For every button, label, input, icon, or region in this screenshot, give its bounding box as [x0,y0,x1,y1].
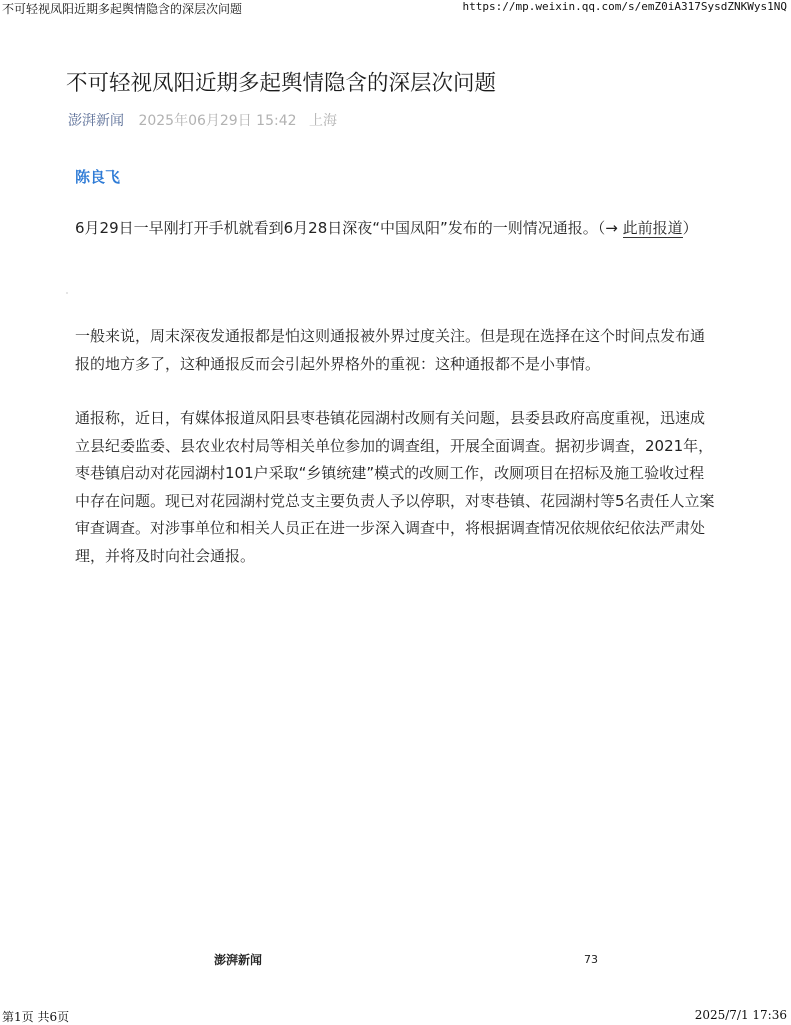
print-header-title: 不可轻视凤阳近期多起舆情隐含的深层次问题 [2,2,243,16]
article-meta [68,110,337,130]
publish-time: 2025年06月29日 15:42 [138,113,297,129]
decorative-dot [66,292,68,294]
footer-source: 澎湃新闻 [214,953,263,967]
paragraph-1 [75,215,715,243]
previous-report-link[interactable]: 此前报道 [622,219,683,237]
source-account-link[interactable]: 澎湃新闻 [68,113,124,129]
author-name: 陈良飞 [75,168,121,186]
print-footer-date: 2025/7/1 17:36 [694,1008,787,1022]
article-title: 不可轻视凤阳近期多起舆情隐含的深层次问题 [66,71,497,96]
publish-location: 上海 [308,113,337,129]
print-footer-page: 第1页 共6页 [2,1010,70,1024]
footer-count: 73 [584,953,598,966]
paragraph-1-text: 6月29日一早刚打开手机就看到6月28日深夜“中国凤阳”发布的一则情况通报。（→ [75,219,623,237]
paragraph-1-tail: ） [682,219,698,237]
paragraph-2: 一般来说，周末深夜发通报都是怕这则通报被外界过度关注。但是现在选择在这个时间点发布通报的地方多了，这种通报反而会引起外界格外的重视：这种通报都不是小事情。 [75,327,706,373]
print-header-url: https://mp.weixin.qq.com/s/emZ0iA317SysdZNKWys1NQ [462,0,787,13]
paragraph-3: 通报称，近日，有媒体报道凤阳县枣巷镇花园湖村改厕有关问题，县委县政府高度重视，迅速成立县纪委监委、县农业农村局等相关单位参加的调查组，开展全面调查。据初步调查，2021年，枣巷镇启动对花园湖村101户采取“乡镇统建”模式的改厕工作，改厕项目在招标及施工验收过程中存在问题。现已对花园湖村党总支主要负责人予以停职，对枣巷镇、花园湖村等5名责任人立案审查调查。对涉事单位和相关人员正在进一步深入调查中，将根据调查情况依规依纪依法严肃处理，并将及时向社会通报。 [75,409,715,565]
